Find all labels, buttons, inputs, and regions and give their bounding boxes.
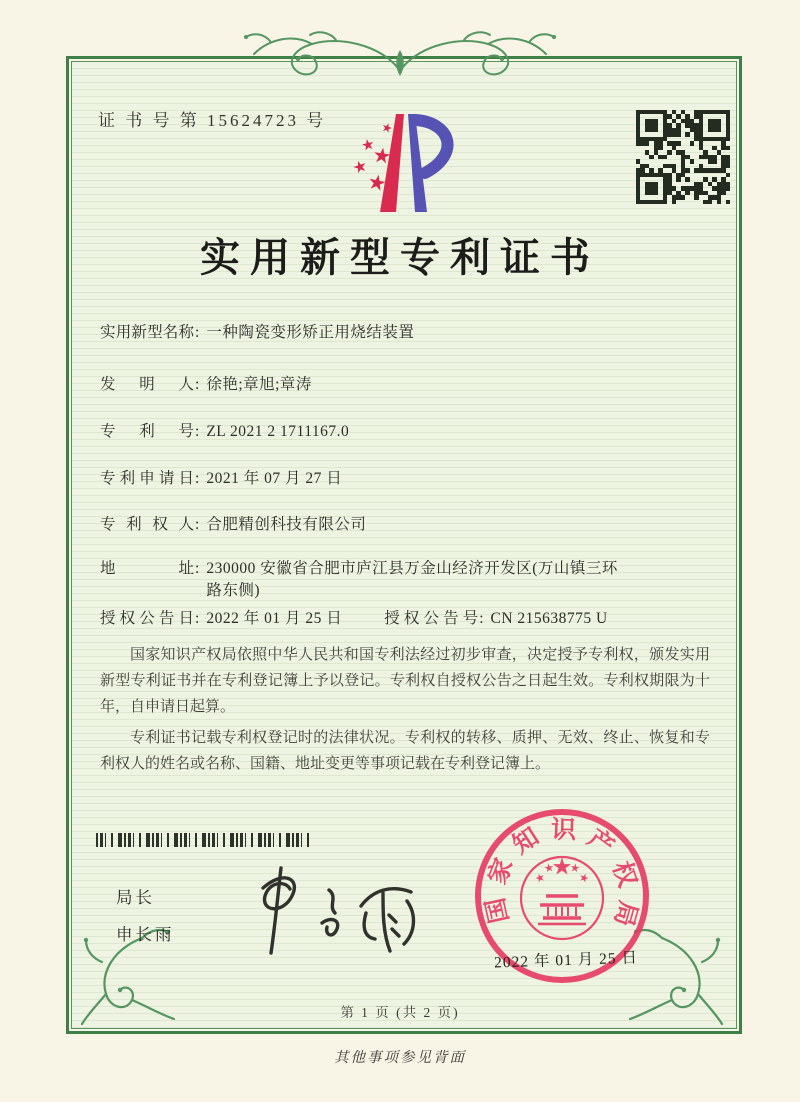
field-colon: : (479, 610, 484, 627)
grant-date-value: 2022 年 01 月 25 日 (206, 610, 343, 627)
field-value: 合肥精创科技有限公司 (206, 516, 367, 533)
qr-module (726, 200, 730, 204)
field-label: 授权公告号 (384, 610, 479, 627)
qr-code (636, 110, 730, 204)
field-label: 授权公告日 (100, 610, 194, 627)
field-colon: : (195, 470, 200, 487)
back-note: 其他事项参见背面 (334, 1050, 466, 1066)
field-colon: : (195, 324, 200, 341)
field-value: ZL 2021 2 1711167.0 (206, 423, 350, 440)
field-colon: : (195, 376, 200, 393)
page-number: 第 1 页 (共 2 页) (340, 1005, 460, 1020)
field-row-patentee (100, 514, 716, 536)
field-row-inventor (100, 374, 716, 396)
field-label: 地址 (100, 560, 194, 577)
field-row-grant (100, 608, 716, 630)
seal-text: 国家知识产权局 (482, 816, 642, 930)
field-colon: : (195, 610, 200, 627)
certificate-number: 证 书 号 第 15624723 号 (98, 111, 327, 130)
field-value: 230000 安徽省合肥市庐江县万金山经济开发区(万山镇三环路东侧) (206, 560, 618, 599)
legal-text (100, 642, 710, 782)
field-row-name (100, 322, 716, 344)
signer-block (116, 884, 175, 958)
seal-date: 2022 年 01 月 25 日 (493, 949, 639, 972)
field-label: 发明人 (100, 376, 194, 393)
cnipa-logo-icon (335, 110, 469, 221)
field-list (100, 322, 716, 630)
signature-handwriting (225, 856, 435, 963)
field-label: 专利号 (100, 423, 194, 440)
dragon-ornament-icon (230, 26, 570, 92)
field-colon: : (195, 560, 200, 577)
field-value: 一种陶瓷变形矫正用烧结装置 (206, 324, 415, 341)
national-emblem-icon (521, 857, 603, 939)
field-row-address (100, 558, 716, 602)
signer-title: 局长 (116, 888, 155, 907)
barcode (96, 833, 312, 847)
signer-name: 申长雨 (116, 925, 175, 944)
field-label: 实用新型名称 (100, 324, 194, 341)
field-label: 专利权人 (100, 516, 194, 533)
certificate-title: 实用新型专利证书 (200, 235, 600, 280)
legal-paragraph-2: 专利证书记载专利权登记时的法律状况。专利权的转移、质押、无效、终止、恢复和专利权人的姓名或名称、国籍、地址变更等事项记载在专利登记簿上。 (100, 730, 710, 772)
legal-paragraph-1: 国家知识产权局依照中华人民共和国专利法经过初步审查，决定授予专利权，颁发实用新型专利证书并在专利登记簿上予以登记。专利权自授权公告之日起生效。专利权期限为十年，自申请日起算。 (100, 647, 710, 715)
field-label: 专利申请日 (100, 470, 194, 487)
field-value: 徐艳;章旭;章涛 (206, 376, 312, 393)
field-row-patent-no (100, 421, 716, 443)
field-colon: : (195, 423, 200, 440)
field-colon: : (195, 516, 200, 533)
field-row-filing-date (100, 468, 716, 490)
field-value: 2021 年 07 月 27 日 (206, 470, 343, 487)
grant-number-value: CN 215638775 U (490, 610, 608, 627)
